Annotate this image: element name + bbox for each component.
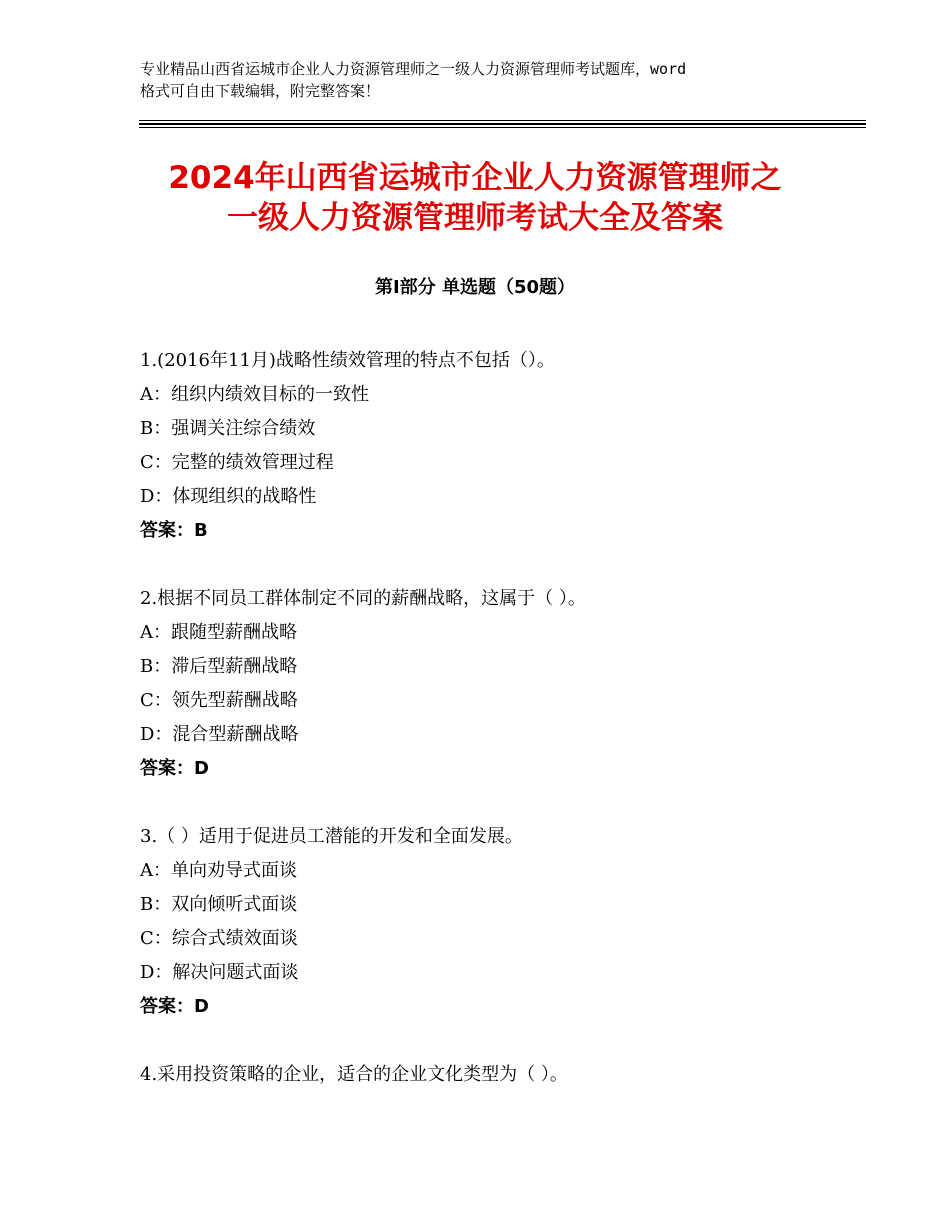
- option-c: C：完整的绩效管理过程: [140, 452, 334, 473]
- header-note-line-1: 专业精品山西省运城市企业人力资源管理师之一级人力资源管理师考试题库，word: [140, 60, 687, 78]
- option-d: D：体现组织的战略性: [140, 486, 317, 507]
- option-d: D：混合型薪酬战略: [140, 724, 299, 745]
- option-a: A：单向劝导式面谈: [140, 860, 297, 881]
- question-stem: 3.（ ）适用于促进员工潜能的开发和全面发展。: [140, 826, 523, 847]
- question-1: [140, 344, 840, 548]
- question-spacer: [140, 786, 840, 820]
- header-rule-middle: [139, 123, 866, 125]
- document-title: [120, 158, 830, 238]
- option-c: C：综合式绩效面谈: [140, 928, 298, 949]
- header-rule-top: [139, 120, 866, 121]
- header-note: [140, 58, 830, 102]
- question-spacer: [140, 1024, 840, 1058]
- question-3: [140, 820, 840, 1024]
- option-a: A：组织内绩效目标的一致性: [140, 384, 369, 405]
- option-c: C：领先型薪酬战略: [140, 690, 298, 711]
- header-note-line-2: 格式可自由下载编辑，附完整答案！: [140, 82, 381, 100]
- option-d: D：解决问题式面谈: [140, 962, 299, 983]
- question-2: [140, 582, 840, 786]
- document-title-line-2: 一级人力资源管理师考试大全及答案: [227, 200, 723, 236]
- header-rule-bottom: [139, 127, 866, 128]
- question-spacer: [140, 548, 840, 582]
- question-stem: 2.根据不同员工群体制定不同的薪酬战略，这属于（ ）。: [140, 588, 586, 609]
- answer-key: 答案：D: [140, 758, 209, 779]
- question-stem: 1.(2016年11月)战略性绩效管理的特点不包括（）。: [140, 350, 555, 371]
- question-list: [140, 344, 840, 1092]
- option-b: B：滞后型薪酬战略: [140, 656, 298, 677]
- document-title-line-1: 2024年山西省运城市企业人力资源管理师之: [168, 160, 782, 196]
- answer-key: 答案：D: [140, 996, 209, 1017]
- answer-key: 答案：B: [140, 520, 208, 541]
- question-4: [140, 1058, 840, 1092]
- option-a: A：跟随型薪酬战略: [140, 622, 297, 643]
- option-b: B：双向倾听式面谈: [140, 894, 298, 915]
- section-heading: 第Ⅰ部分 单选题（50题）: [374, 277, 575, 298]
- question-stem: 4.采用投资策略的企业，适合的企业文化类型为（ ）。: [140, 1064, 568, 1085]
- option-b: B：强调关注综合绩效: [140, 418, 316, 439]
